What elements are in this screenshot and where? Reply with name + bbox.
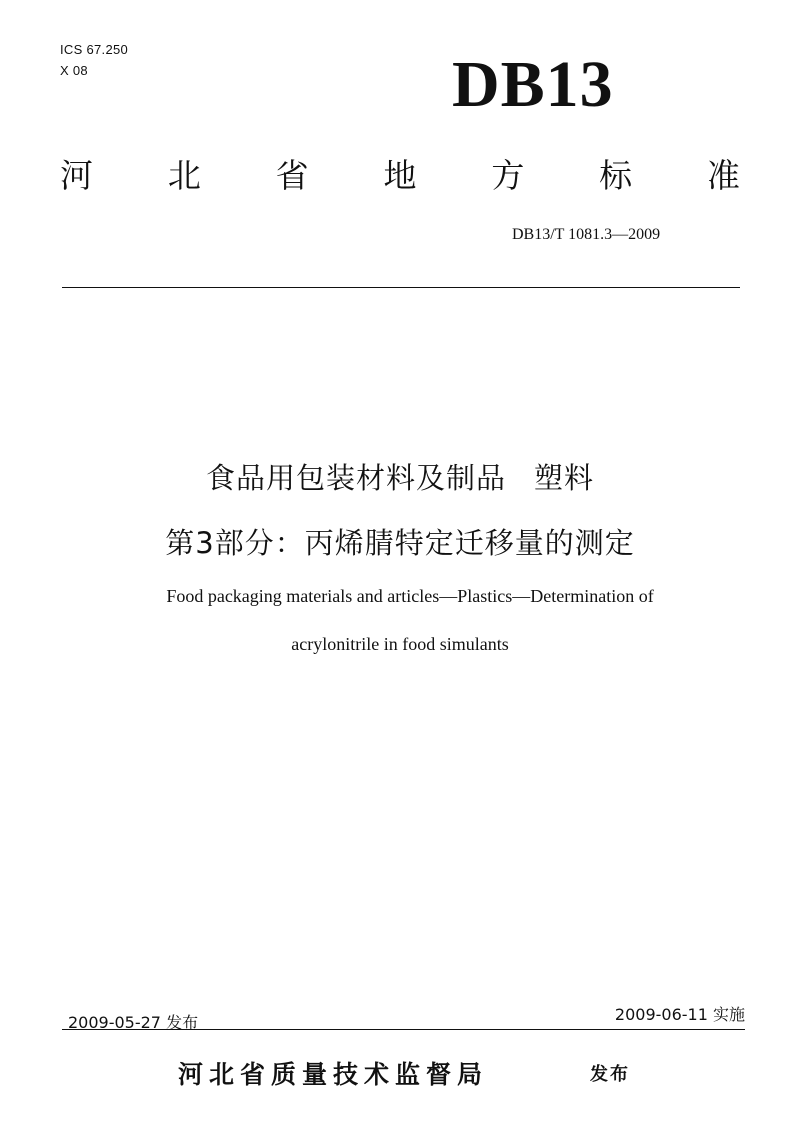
english-title-line-1: Food packaging materials and articles—Plastics—Determination of <box>166 586 654 606</box>
standard-type-char: 准 <box>706 156 740 195</box>
standard-type-char: 省 <box>275 156 309 195</box>
english-title-line-2: acrylonitrile in food simulants <box>291 634 509 654</box>
standard-type-char: 方 <box>491 156 525 195</box>
implement-date: 2009-06-11 实施 <box>614 1005 745 1024</box>
publish-date: 2009-05-27 发布 <box>68 1013 199 1032</box>
standard-type-char: 北 <box>167 156 201 195</box>
footer-divider <box>62 1029 745 1030</box>
classification-code: X 08 <box>60 63 88 78</box>
standard-type-char: 地 <box>383 156 417 195</box>
standard-type-heading <box>60 150 740 197</box>
title-line-1 <box>0 456 800 497</box>
issuing-authority: 河北省质量技术监督局 <box>178 1060 489 1089</box>
standard-mark: DB13 <box>452 48 614 121</box>
title-main: 食品用包装材料及制品 <box>205 461 506 495</box>
ics-code: ICS 67.250 <box>60 42 129 57</box>
title-line-2: 第3部分：丙烯腈特定迁移量的测定 <box>165 526 635 560</box>
standard-type-char: 河 <box>60 156 93 195</box>
issue-label: 发布 <box>590 1064 630 1085</box>
header-divider <box>62 287 740 288</box>
standard-type-char: 标 <box>599 156 633 195</box>
standard-number: DB13/T 1081.3—2009 <box>512 226 661 243</box>
title-subject: 塑料 <box>534 461 595 495</box>
